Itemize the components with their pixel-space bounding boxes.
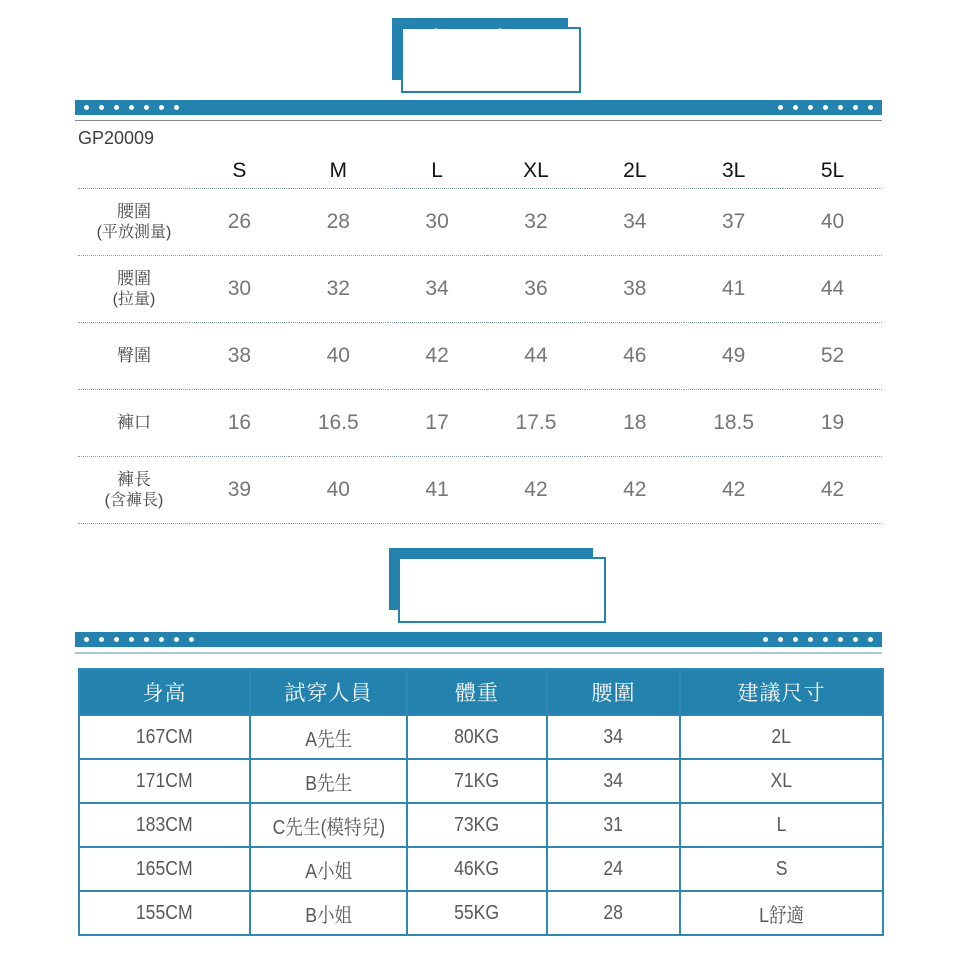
try-on-row [79, 715, 883, 759]
tester-height: 171CM [79, 759, 250, 803]
size-chart-title-box [392, 18, 567, 80]
measure-value: 41 [388, 456, 487, 523]
measure-value: 46 [585, 322, 684, 389]
tester-suggested-size: 2L [680, 715, 883, 759]
divider-bar [75, 100, 882, 115]
try-on-title-box [389, 548, 593, 610]
measure-value: 32 [487, 188, 586, 255]
tester-height: 167CM [79, 715, 250, 759]
header-suggested-size: 建議尺寸 [680, 669, 883, 715]
measure-value: 37 [684, 188, 783, 255]
divider-bottom [75, 632, 882, 654]
divider-dots-right [763, 637, 873, 642]
measure-value: 42 [783, 456, 882, 523]
measure-value: 40 [289, 456, 388, 523]
measure-label: 褲長 (含褲長) [78, 456, 190, 523]
try-on-row [79, 847, 883, 891]
try-on-title-wrap [0, 548, 960, 610]
measure-value: 17.5 [487, 389, 586, 456]
tester-name: B小姐 [250, 891, 407, 935]
tester-waist: 24 [547, 847, 680, 891]
divider-bar [75, 632, 882, 647]
measure-value: 44 [487, 322, 586, 389]
header-waist: 腰圍 [547, 669, 680, 715]
divider-dots-right [778, 105, 873, 110]
size-col-header: XL [487, 154, 586, 188]
header-tester: 試穿人員 [250, 669, 407, 715]
tester-suggested-size: XL [680, 759, 883, 803]
size-table-row [78, 456, 882, 523]
measure-value: 52 [783, 322, 882, 389]
measure-value: 38 [585, 255, 684, 322]
measure-label: 腰圍 (拉量) [78, 255, 190, 322]
size-table-row [78, 322, 882, 389]
measure-value: 36 [487, 255, 586, 322]
size-col-header: L [388, 154, 487, 188]
measure-value: 49 [684, 322, 783, 389]
tester-suggested-size: S [680, 847, 883, 891]
measure-value: 40 [289, 322, 388, 389]
tester-weight: 55KG [407, 891, 547, 935]
header-weight: 體重 [407, 669, 547, 715]
size-col-header: 5L [783, 154, 882, 188]
measure-value: 18 [585, 389, 684, 456]
size-table-header-row [78, 154, 882, 188]
tester-name: B先生 [250, 759, 407, 803]
measure-value: 39 [190, 456, 289, 523]
tester-suggested-size: L舒適 [680, 891, 883, 935]
size-col-header: S [190, 154, 289, 188]
size-chart-subtitle: 尺寸表(吋) [447, 55, 513, 71]
size-table-row [78, 188, 882, 255]
measure-value: 30 [190, 255, 289, 322]
product-code: GP20009 [78, 128, 155, 148]
measure-value: 19 [783, 389, 882, 456]
measure-value: 42 [684, 456, 783, 523]
try-on-header-row [79, 669, 883, 715]
divider-dots-left [84, 637, 194, 642]
tester-weight: 80KG [407, 715, 547, 759]
measure-value: 42 [487, 456, 586, 523]
measure-value: 16.5 [289, 389, 388, 456]
measure-value: 18.5 [684, 389, 783, 456]
size-table-corner [78, 154, 190, 188]
measure-value: 40 [783, 188, 882, 255]
measure-value: 41 [684, 255, 783, 322]
tester-height: 155CM [79, 891, 250, 935]
measure-value: 42 [388, 322, 487, 389]
measure-label: 臀圍 [78, 322, 190, 389]
tester-waist: 31 [547, 803, 680, 847]
tester-waist: 28 [547, 891, 680, 935]
divider-underline [75, 120, 882, 121]
measure-value: 42 [585, 456, 684, 523]
tester-weight: 73KG [407, 803, 547, 847]
size-col-header: M [289, 154, 388, 188]
measure-value: 32 [289, 255, 388, 322]
measure-label: 腰圍 (平放測量) [78, 188, 190, 255]
size-table-row [78, 389, 882, 456]
measure-value: 17 [388, 389, 487, 456]
tester-height: 165CM [79, 847, 250, 891]
size-table-row [78, 255, 882, 322]
divider-top [75, 100, 882, 121]
try-on-row [79, 803, 883, 847]
measure-value: 26 [190, 188, 289, 255]
try-on-table [78, 668, 884, 936]
measure-value: 44 [783, 255, 882, 322]
size-col-header: 2L [585, 154, 684, 188]
tester-waist: 34 [547, 759, 680, 803]
tester-name: C先生(模特兒) [250, 803, 407, 847]
try-on-row [79, 759, 883, 803]
measure-label: 褲口 [78, 389, 190, 456]
size-chart-title-wrap [0, 18, 960, 80]
divider-underline [75, 652, 882, 654]
tester-suggested-size: L [680, 803, 883, 847]
measure-value: 28 [289, 188, 388, 255]
tester-waist: 34 [547, 715, 680, 759]
try-on-row [79, 891, 883, 935]
tester-height: 183CM [79, 803, 250, 847]
size-table [78, 154, 882, 524]
tester-name: A先生 [250, 715, 407, 759]
try-on-title: Try on report [410, 554, 572, 584]
tester-weight: 71KG [407, 759, 547, 803]
measure-value: 34 [388, 255, 487, 322]
size-col-header: 3L [684, 154, 783, 188]
divider-dots-left [84, 105, 179, 110]
measure-value: 34 [585, 188, 684, 255]
tester-weight: 46KG [407, 847, 547, 891]
measure-value: 30 [388, 188, 487, 255]
measure-value: 38 [190, 322, 289, 389]
measure-value: 16 [190, 389, 289, 456]
header-height: 身高 [79, 669, 250, 715]
try-on-subtitle: 試穿報告 [463, 585, 519, 601]
size-chart-title: Size Chart [414, 24, 546, 54]
tester-name: A小姐 [250, 847, 407, 891]
